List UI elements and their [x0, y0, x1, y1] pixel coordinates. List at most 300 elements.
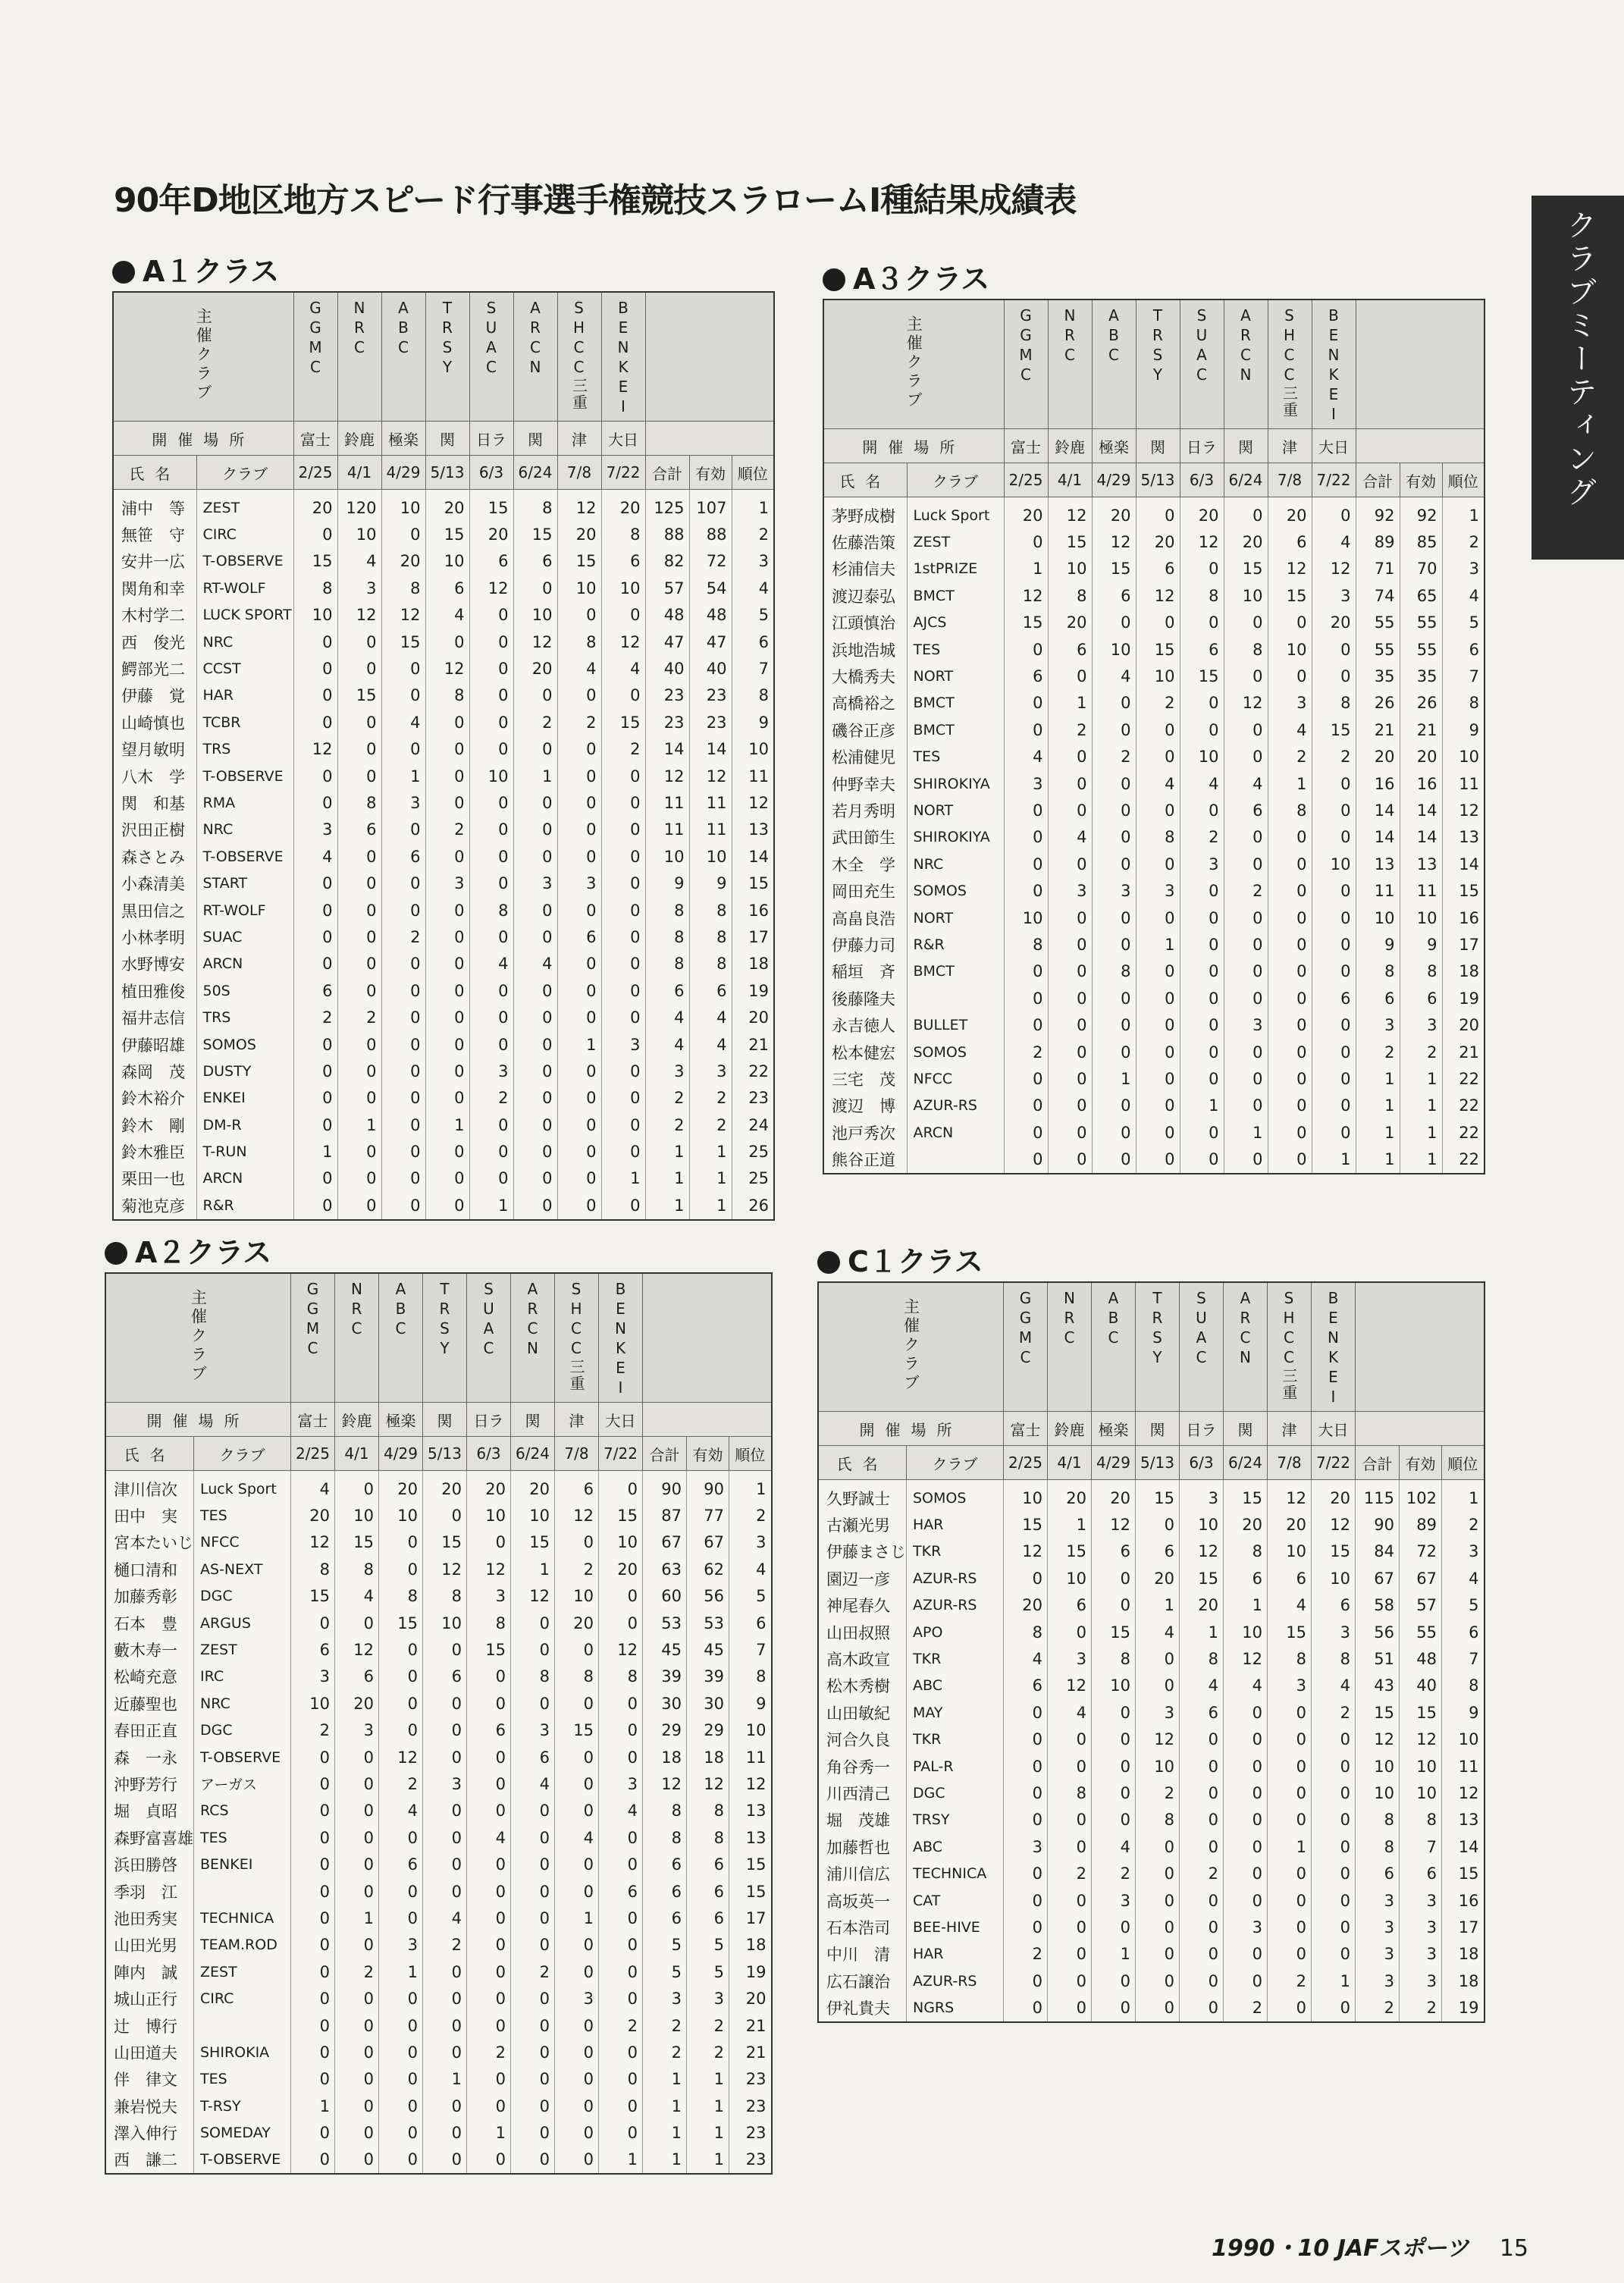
- score-4-29: 0: [379, 1556, 423, 1582]
- score-4-29: 0: [381, 1004, 425, 1030]
- score-4-1: 0: [337, 1085, 381, 1112]
- rank: 9: [729, 1690, 772, 1717]
- score-7-22: 10: [1312, 1565, 1356, 1592]
- score-7-8: 0: [1268, 1065, 1312, 1092]
- organizer-name: SHCC三重: [569, 299, 588, 411]
- table-row: [105, 1556, 772, 1582]
- club-name: TKR: [907, 1538, 1004, 1565]
- score-6-3: 0: [469, 977, 513, 1004]
- organizer-name: ABC: [394, 299, 412, 358]
- score-6-3: 0: [1180, 1833, 1224, 1860]
- total-points: 29: [643, 1717, 687, 1744]
- score-6-24: 0: [513, 789, 557, 816]
- score-2-25: 0: [293, 789, 337, 816]
- score-4-1: 4: [1048, 824, 1092, 851]
- driver-name: 高木政宣: [818, 1645, 907, 1672]
- rank: 12: [1442, 797, 1484, 823]
- table-row: [818, 1592, 1484, 1619]
- effective-points: 107: [689, 490, 732, 522]
- score-4-1: 0: [335, 1878, 379, 1905]
- driver-name: 山田光男: [105, 1932, 194, 1958]
- total-points: 23: [645, 682, 689, 709]
- place-cell: 富士: [291, 1403, 335, 1437]
- score-4-29: 0: [1092, 905, 1136, 931]
- score-7-8: 0: [557, 897, 601, 924]
- score-4-29: 0: [381, 521, 425, 547]
- score-4-1: 120: [337, 490, 381, 522]
- score-4-1: 0: [337, 870, 381, 896]
- club-name: HAR: [196, 682, 293, 709]
- score-7-8: 0: [1268, 663, 1312, 689]
- score-4-1: 0: [337, 951, 381, 977]
- score-4-1: 0: [1048, 1065, 1092, 1092]
- score-5-13: 10: [1136, 663, 1180, 689]
- driver-name: 池戸秀次: [823, 1119, 907, 1146]
- driver-name: 水野博安: [113, 951, 196, 977]
- score-7-8: 0: [557, 1192, 601, 1219]
- table-row: [113, 1004, 774, 1030]
- score-4-29: 0: [379, 2066, 423, 2093]
- organizer-header: [105, 1273, 291, 1403]
- score-7-22: 6: [601, 548, 645, 575]
- rank: 24: [732, 1112, 774, 1138]
- driver-name: 森さとみ: [113, 843, 196, 870]
- organizer-blank: [645, 292, 774, 422]
- organizer-name: BENKEI: [1325, 306, 1343, 425]
- score-4-1: 0: [337, 736, 381, 763]
- score-7-8: 3: [1268, 690, 1312, 717]
- score-7-22: 8: [601, 521, 645, 547]
- date-header: 6/3: [1180, 463, 1224, 497]
- total-points: 23: [645, 709, 689, 735]
- effective-points: 6: [687, 1878, 729, 1905]
- score-4-29: 1: [379, 1958, 423, 1985]
- organizer-name: TRSY: [1148, 1289, 1167, 1368]
- score-7-8: 0: [1268, 824, 1312, 851]
- effective-points: 12: [689, 763, 732, 789]
- driver-name: 岡田充生: [823, 877, 907, 904]
- table-row: [823, 1093, 1484, 1119]
- score-6-24: 2: [513, 709, 557, 735]
- table-row: [105, 1985, 772, 2012]
- effective-points: 1: [689, 1138, 732, 1165]
- effective-points: 10: [1400, 905, 1442, 931]
- rank: 18: [1442, 1968, 1484, 1994]
- rank-header: 順位: [1442, 1446, 1484, 1480]
- score-5-13: 0: [425, 629, 469, 655]
- score-6-24: 0: [1224, 1093, 1268, 1119]
- driver-name: 西 俊光: [113, 629, 196, 655]
- rank: 6: [729, 1610, 772, 1636]
- class-title-text: A３クラス: [853, 262, 990, 296]
- score-7-22: 0: [599, 1905, 643, 1931]
- score-4-1: 0: [337, 897, 381, 924]
- class-title: [823, 259, 1485, 299]
- effective-points: 14: [689, 736, 732, 763]
- effective-points: 11: [689, 789, 732, 816]
- place-blank: [645, 422, 774, 456]
- score-7-22: 0: [1312, 770, 1356, 797]
- rank: 11: [1442, 770, 1484, 797]
- rank: 19: [732, 977, 774, 1004]
- score-7-8: 0: [557, 602, 601, 629]
- driver-name: 津川信次: [105, 1471, 194, 1503]
- score-7-22: 6: [1312, 985, 1356, 1011]
- score-2-25: 15: [1004, 1511, 1048, 1538]
- score-6-24: 0: [511, 2039, 555, 2065]
- score-4-1: 0: [337, 1058, 381, 1084]
- total-points: 58: [1356, 1592, 1400, 1619]
- score-5-13: 0: [1136, 1887, 1180, 1914]
- score-6-3: 2: [467, 2039, 511, 2065]
- club-name: T-OBSERVE: [196, 763, 293, 789]
- total-header: 合計: [1356, 1446, 1400, 1480]
- club-name: NORT: [907, 905, 1004, 931]
- score-7-22: 0: [601, 924, 645, 950]
- score-7-22: 20: [599, 1556, 643, 1582]
- place-cell: 鈴鹿: [1048, 1412, 1092, 1446]
- score-4-1: 0: [337, 924, 381, 950]
- table-row: [818, 1538, 1484, 1565]
- score-4-29: 0: [381, 897, 425, 924]
- driver-name: 後藤隆夫: [823, 985, 907, 1011]
- rank: 7: [1442, 1645, 1484, 1672]
- score-7-22: 0: [601, 789, 645, 816]
- score-2-25: 0: [293, 521, 337, 547]
- table-row: [823, 877, 1484, 904]
- driver-name: 山崎慎也: [113, 709, 196, 735]
- score-2-25: 1: [1004, 556, 1048, 582]
- score-6-24: 6: [513, 548, 557, 575]
- effective-points: 6: [1400, 985, 1442, 1011]
- score-4-1: 0: [335, 2093, 379, 2119]
- place-cell: 極楽: [379, 1403, 423, 1437]
- organizer-name: ARCN: [1236, 1289, 1255, 1368]
- organizer-name: GGMC: [303, 1280, 322, 1359]
- score-2-25: 0: [1004, 1146, 1048, 1173]
- club-name: MAY: [907, 1699, 1004, 1726]
- score-4-29: 0: [381, 951, 425, 977]
- total-points: 3: [1356, 1968, 1400, 1994]
- club-name: BEE-HIVE: [907, 1914, 1004, 1940]
- score-7-22: 1: [601, 1165, 645, 1192]
- effective-points: 14: [1400, 797, 1442, 823]
- score-6-3: 0: [1180, 985, 1224, 1011]
- rank: 5: [1442, 1592, 1484, 1619]
- club-name: BMCT: [907, 958, 1004, 985]
- bullet-icon: [817, 1251, 840, 1274]
- organizer-cell: [1312, 299, 1356, 429]
- total-points: 6: [643, 1878, 687, 1905]
- effective-points: 55: [1400, 1619, 1442, 1645]
- table-row: [818, 1699, 1484, 1726]
- score-5-13: 0: [423, 2147, 467, 2174]
- score-2-25: 6: [1004, 1673, 1048, 1699]
- score-5-13: 10: [1136, 1753, 1180, 1780]
- total-points: 82: [645, 548, 689, 575]
- score-5-13: 0: [1136, 1968, 1180, 1994]
- driver-name: 渡辺 博: [823, 1093, 907, 1119]
- organizer-blank: [643, 1273, 772, 1403]
- score-7-8: 0: [557, 1112, 601, 1138]
- score-4-1: 0: [337, 709, 381, 735]
- effective-points: 4: [689, 1004, 732, 1030]
- total-points: 63: [643, 1556, 687, 1582]
- score-4-29: 0: [1092, 770, 1136, 797]
- driver-name: 中川 清: [818, 1941, 907, 1968]
- score-7-22: 0: [599, 1824, 643, 1851]
- club-name: SHIROKIYA: [907, 824, 1004, 851]
- score-4-29: 0: [1092, 1726, 1136, 1753]
- score-2-25: 8: [1004, 931, 1048, 958]
- score-7-8: 0: [557, 1138, 601, 1165]
- date-header: 2/25: [1004, 463, 1048, 497]
- total-points: 87: [643, 1502, 687, 1529]
- score-2-25: 8: [291, 1556, 335, 1582]
- score-2-25: 12: [1004, 582, 1048, 609]
- organizer-name: GGMC: [1016, 1289, 1035, 1368]
- total-points: 47: [645, 629, 689, 655]
- score-5-13: 0: [423, 1958, 467, 1985]
- effective-points: 5: [687, 1932, 729, 1958]
- score-4-1: 0: [335, 1744, 379, 1770]
- score-2-25: 20: [291, 1502, 335, 1529]
- score-7-8: 15: [557, 548, 601, 575]
- rank: 17: [729, 1905, 772, 1931]
- score-6-3: 8: [469, 897, 513, 924]
- driver-name: 近藤聖也: [105, 1690, 194, 1717]
- score-4-1: 0: [337, 763, 381, 789]
- effective-points: 1: [1400, 1119, 1442, 1146]
- score-2-25: 0: [291, 1851, 335, 1877]
- score-7-8: 20: [1268, 1511, 1312, 1538]
- score-6-3: 0: [1180, 717, 1224, 743]
- club-name: NFCC: [194, 1529, 291, 1556]
- score-7-8: 0: [1268, 1011, 1312, 1038]
- score-5-13: 0: [1136, 1039, 1180, 1065]
- table-row: [105, 1770, 772, 1797]
- score-4-29: 10: [379, 1502, 423, 1529]
- score-5-13: 0: [425, 924, 469, 950]
- score-7-8: 20: [555, 1610, 599, 1636]
- score-2-25: 6: [293, 977, 337, 1004]
- rank: 23: [729, 2147, 772, 2174]
- rank: 1: [729, 1471, 772, 1503]
- score-4-1: 0: [1048, 1011, 1092, 1038]
- score-4-29: 0: [381, 655, 425, 682]
- effective-points: 8: [1400, 1807, 1442, 1833]
- score-4-1: 0: [335, 1798, 379, 1824]
- score-4-29: 0: [379, 1878, 423, 1905]
- score-7-22: 0: [601, 977, 645, 1004]
- organizer-name: BENKEI: [1324, 1289, 1343, 1407]
- date-header: 5/13: [1136, 1446, 1180, 1480]
- table-row: [105, 2119, 772, 2146]
- rank: 9: [732, 709, 774, 735]
- effective-points: 9: [1400, 931, 1442, 958]
- score-7-8: 0: [557, 682, 601, 709]
- class-section-a1: [112, 252, 775, 1221]
- score-6-3: 0: [1180, 877, 1224, 904]
- table-row: [823, 1011, 1484, 1038]
- table-row: [818, 1941, 1484, 1968]
- score-7-8: 2: [557, 709, 601, 735]
- score-4-29: 0: [381, 1058, 425, 1084]
- score-6-24: 0: [511, 1851, 555, 1877]
- table-row: [823, 497, 1484, 529]
- score-2-25: 0: [291, 1878, 335, 1905]
- score-6-24: 3: [1224, 1914, 1268, 1940]
- effective-points: 55: [1400, 636, 1442, 663]
- score-7-22: 0: [599, 2119, 643, 2146]
- total-points: 2: [643, 2039, 687, 2065]
- total-points: 10: [1356, 905, 1400, 931]
- organizer-cell: [1048, 1282, 1092, 1412]
- effective-points: 6: [689, 977, 732, 1004]
- score-7-8: 0: [555, 2147, 599, 2174]
- place-blank: [643, 1403, 772, 1437]
- score-5-13: 0: [425, 709, 469, 735]
- table-row: [823, 958, 1484, 985]
- organizer-header: [113, 292, 293, 422]
- table-row: [113, 575, 774, 601]
- rank: 2: [1442, 528, 1484, 555]
- effective-points: 10: [1400, 1780, 1442, 1806]
- total-points: 67: [643, 1529, 687, 1556]
- score-5-13: 20: [1136, 528, 1180, 555]
- score-7-8: 0: [555, 1932, 599, 1958]
- score-7-22: 0: [1312, 1887, 1356, 1914]
- rank: 6: [1442, 1619, 1484, 1645]
- date-header: 5/13: [1136, 463, 1180, 497]
- rank: 18: [732, 951, 774, 977]
- club-name: CCST: [196, 655, 293, 682]
- score-6-3: 0: [469, 817, 513, 843]
- total-points: 11: [1356, 877, 1400, 904]
- score-7-22: 0: [1312, 1011, 1356, 1038]
- score-4-1: 0: [335, 2119, 379, 2146]
- club-name: T-RUN: [196, 1138, 293, 1165]
- effective-points: 1: [687, 2066, 729, 2093]
- effective-points: 6: [687, 1851, 729, 1877]
- score-6-3: 0: [469, 629, 513, 655]
- rank-header: 順位: [1442, 463, 1484, 497]
- score-5-13: 20: [1136, 1565, 1180, 1592]
- rank: 5: [1442, 610, 1484, 636]
- score-2-25: 0: [293, 870, 337, 896]
- effective-points: 1: [689, 1165, 732, 1192]
- effective-points: 2: [689, 1085, 732, 1112]
- score-4-1: 20: [1048, 610, 1092, 636]
- organizer-name: NRC: [1061, 306, 1079, 365]
- score-6-24: 20: [1224, 528, 1268, 555]
- score-6-3: 0: [469, 789, 513, 816]
- effective-header: 有効: [1400, 1446, 1442, 1480]
- total-points: 3: [1356, 1887, 1400, 1914]
- score-2-25: 0: [1004, 1565, 1048, 1592]
- score-6-24: 0: [511, 1905, 555, 1931]
- score-4-1: 15: [335, 1529, 379, 1556]
- rank: 11: [729, 1744, 772, 1770]
- score-4-29: 0: [1092, 1039, 1136, 1065]
- place-cell: 富士: [1004, 429, 1048, 463]
- organizer-cell: [1136, 299, 1180, 429]
- score-7-22: 0: [1312, 905, 1356, 931]
- score-4-1: 8: [1048, 1780, 1092, 1806]
- score-2-25: 0: [1004, 851, 1048, 877]
- driver-name: 城山正行: [105, 1985, 194, 2012]
- score-4-29: 0: [379, 2039, 423, 2065]
- table-row: [105, 2147, 772, 2174]
- score-4-29: 12: [381, 602, 425, 629]
- club-name: NORT: [907, 797, 1004, 823]
- results-table: [817, 1281, 1485, 2023]
- total-points: 71: [1356, 556, 1400, 582]
- results-table: [823, 299, 1485, 1174]
- score-6-3: 0: [469, 1031, 513, 1058]
- total-points: 8: [1356, 958, 1400, 985]
- organizer-row: [105, 1273, 772, 1403]
- rank: 10: [1442, 1726, 1484, 1753]
- total-points: 88: [645, 521, 689, 547]
- score-4-29: 1: [1092, 1941, 1136, 1968]
- organizer-cell: [511, 1273, 555, 1403]
- score-5-13: 20: [425, 490, 469, 522]
- score-5-13: 12: [425, 655, 469, 682]
- organizer-name: TRSY: [438, 299, 456, 378]
- score-5-13: 4: [1136, 770, 1180, 797]
- total-points: 11: [645, 817, 689, 843]
- score-6-24: 1: [1224, 1592, 1268, 1619]
- effective-points: 21: [1400, 717, 1442, 743]
- rank: 19: [1442, 985, 1484, 1011]
- score-5-13: 10: [423, 1610, 467, 1636]
- score-6-24: 0: [511, 1985, 555, 2012]
- score-4-1: 12: [1048, 497, 1092, 529]
- effective-points: 70: [1400, 556, 1442, 582]
- place-cell: 日ラ: [1180, 1412, 1224, 1446]
- organizer-cell: [1268, 299, 1312, 429]
- total-points: 1: [645, 1165, 689, 1192]
- score-6-3: 0: [467, 1798, 511, 1824]
- score-7-22: 2: [599, 2012, 643, 2039]
- score-5-13: 15: [1136, 1480, 1180, 1512]
- place-cell: 関: [511, 1403, 555, 1437]
- score-2-25: 2: [1004, 1039, 1048, 1065]
- score-6-24: 0: [1224, 905, 1268, 931]
- score-7-22: 2: [1312, 1699, 1356, 1726]
- organizer-cell: [335, 1273, 379, 1403]
- score-6-3: 2: [1180, 824, 1224, 851]
- score-4-29: 0: [381, 1085, 425, 1112]
- score-6-3: 0: [467, 2147, 511, 2174]
- score-6-24: 10: [511, 1502, 555, 1529]
- score-7-22: 0: [1312, 877, 1356, 904]
- rank: 2: [1442, 1511, 1484, 1538]
- score-6-3: 0: [469, 1165, 513, 1192]
- effective-points: 77: [687, 1502, 729, 1529]
- total-points: 3: [643, 1985, 687, 2012]
- effective-header: 有効: [1400, 463, 1442, 497]
- score-7-22: 0: [601, 602, 645, 629]
- score-4-29: 0: [1092, 985, 1136, 1011]
- score-6-3: 0: [1180, 1914, 1224, 1940]
- score-2-25: 3: [1004, 1833, 1048, 1860]
- organizer-name: SUAC: [479, 1280, 498, 1359]
- table-row: [113, 736, 774, 763]
- class-section-a2: [105, 1233, 773, 2175]
- score-6-3: 6: [469, 548, 513, 575]
